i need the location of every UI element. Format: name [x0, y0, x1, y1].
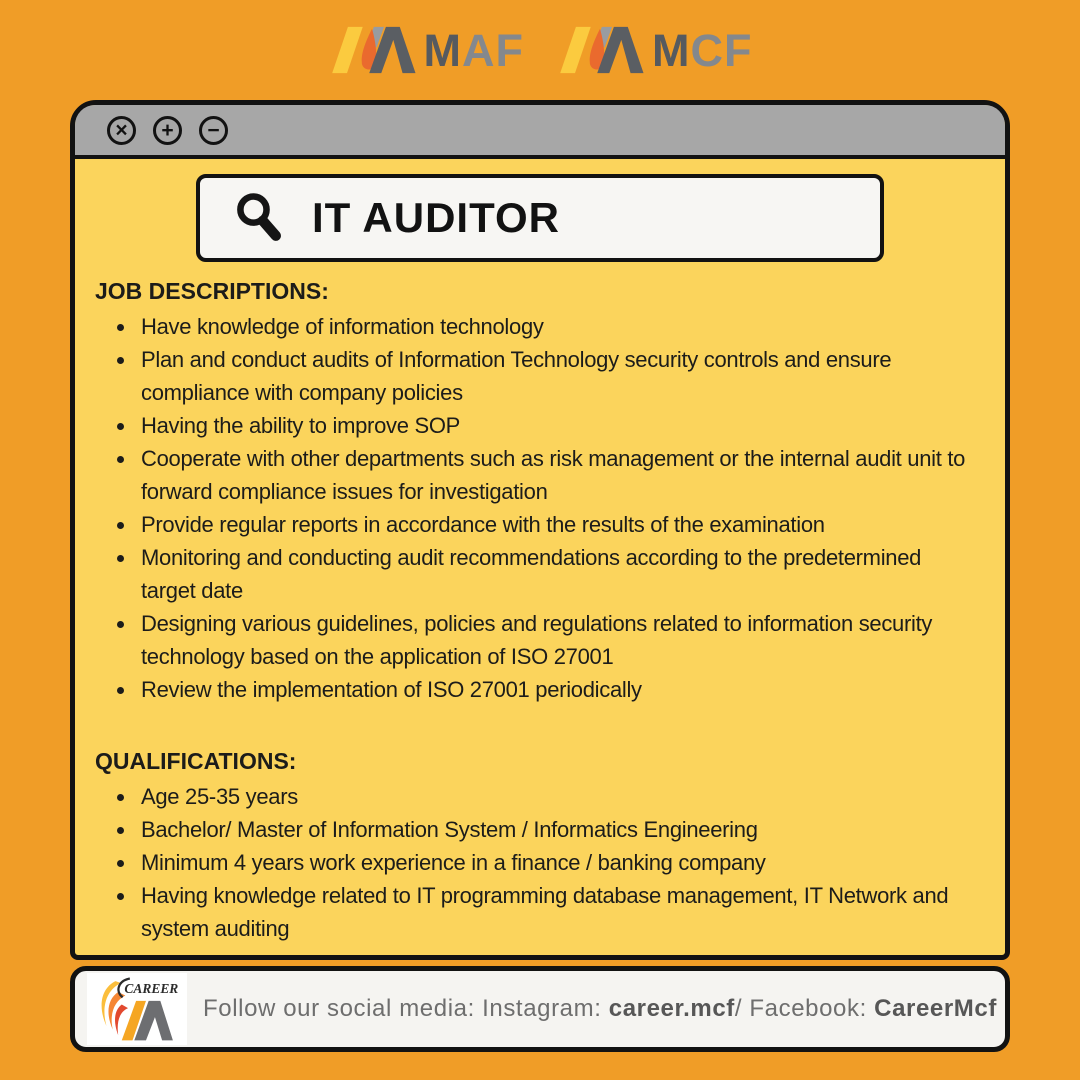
mcf-logo-icon — [556, 25, 644, 75]
list-item: • Age 25-35 years — [137, 780, 977, 813]
job-descriptions-heading: JOB DESCRIPTIONS: — [95, 278, 329, 304]
list-item: • Cooperate with other departments such as risk management or the internal audit unit to forward compliance issues for investigation — [137, 442, 977, 508]
list-item: • Designing various guidelines, policies and regulations related to information security technology based on the application of ISO 27001 — [137, 607, 977, 673]
maf-logo-text — [423, 24, 525, 76]
zoom-in-button[interactable] — [153, 116, 182, 145]
mcf-letter-m: M — [652, 24, 691, 76]
maf-letters-af: AF — [462, 24, 524, 76]
social-text-prefix: Follow our social media: Instagram: — [203, 995, 609, 1022]
mcf-letters-cf: CF — [690, 24, 753, 76]
career-logo — [87, 973, 187, 1045]
close-button[interactable] — [107, 116, 136, 145]
list-item: • Have knowledge of information technology — [137, 310, 977, 343]
search-bar[interactable] — [196, 174, 884, 262]
list-item: • Review the implementation of ISO 27001 periodically — [137, 673, 977, 706]
qualifications-list — [95, 780, 977, 945]
career-logo-icon — [91, 974, 183, 1044]
instagram-handle: career.mcf — [608, 995, 735, 1022]
window-titlebar — [75, 105, 1005, 159]
brand-bar — [0, 20, 1080, 80]
minus-icon: − — [207, 118, 220, 142]
list-item: • Minimum 4 years work experience in a finance / banking company — [137, 846, 977, 879]
mcf-logo — [556, 25, 753, 75]
close-icon: × — [115, 118, 128, 142]
list-item: • Having the ability to improve SOP — [137, 409, 977, 442]
list-item: • Having knowledge related to IT programming database management, IT Network and system auditing — [137, 879, 977, 945]
list-item: • Plan and conduct audits of Information Technology security controls and ensure compliance with company policies — [137, 343, 977, 409]
list-item: • Monitoring and conducting audit recommendations according to the predetermined target date — [137, 541, 977, 607]
search-icon — [232, 190, 288, 246]
social-media-text — [203, 995, 997, 1023]
browser-window — [70, 100, 1010, 960]
plus-icon: + — [161, 118, 174, 142]
job-descriptions-list — [95, 310, 977, 706]
footer-bar — [70, 966, 1010, 1052]
list-item: • Bachelor/ Master of Information System / Informatics Engineering — [137, 813, 977, 846]
qualifications-heading: QUALIFICATIONS: — [95, 748, 297, 774]
maf-logo — [328, 25, 525, 75]
list-item: • Provide regular reports in accordance with the results of the examination — [137, 508, 977, 541]
minimize-button[interactable] — [199, 116, 228, 145]
job-posting-content — [75, 262, 1005, 945]
maf-letter-m: M — [423, 24, 462, 76]
career-logo-wordmark: CAREER — [124, 980, 179, 996]
search-query: IT AUDITOR — [312, 194, 560, 241]
mcf-logo-text — [652, 24, 753, 76]
social-text-separator: / Facebook: — [734, 995, 875, 1022]
facebook-handle: CareerMcf — [874, 995, 997, 1022]
maf-logo-icon — [328, 25, 416, 75]
